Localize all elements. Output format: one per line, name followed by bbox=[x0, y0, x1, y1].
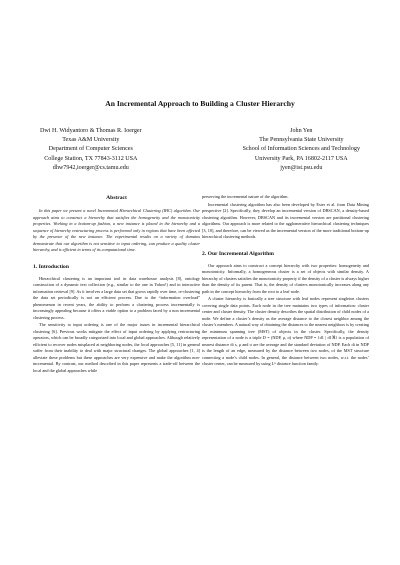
intro-paragraph-2: The sensitivity to input ordering is one of the major issues in incremental hierarchical clustering [6]. Previous works mitigate the effect of input ordering by applying restructuring operators, which can be broadly categorized into local and global approaches. Although relatively efficient to recover nodes misplaced at neighboring nodes, the local approaches [5, 11] in general suffer from their inability to deal with major structural changes. The global approaches [1, 4] alleviate these problems but these approaches are very expensive and make the algorithm non-incremental. By contrast, our method described in this paper represents a trade-off between the local and the global approaches while bbox=[33, 322, 200, 373]
intro-paragraph-1: Hierarchical clustering is an important tool in data warehouse analysis [8], ontology construction of a dynamic text collection (e.g., similar to the one in Yahoo!) and in interactive information retrieval [9]. As it involves a large data set that grows rapidly over time, re-clustering the data set periodically is not an efficient process. Due to the “information overload” phenomenon in recent years, the ability to perform a clustering process incrementally is increasingly appealing because it offers a viable option to a problem faced by a non incremental clustering process. bbox=[33, 275, 200, 320]
section-heading-algorithm: 2. Our Incremental Algorithm bbox=[202, 250, 274, 257]
left-column bbox=[33, 194, 200, 374]
related-paragraph-0: preserving the incremental nature of the algorithm. bbox=[202, 194, 289, 199]
author-block bbox=[40, 127, 360, 173]
abstract-text: In this paper we present a novel Incremental Hierarchical Clustering (IHC) algorithm. Our approach aims to construct a hierarchy that satisfies the homogeneity and the monotonicity properties. Working in a bottom-up fashion, a new instance is placed in the hierarchy and a sequence of hierarchy restructuring process is performed only in regions that have been affected by the presence of the new instance. The experimental results on a variety of domains demonstrate that our algorithm is not sensitive to input ordering, can produce a quality cluster hierarchy, and is efficient in terms of its computational time. bbox=[33, 208, 200, 252]
abstract-heading: Abstract bbox=[106, 195, 127, 201]
algorithm-paragraph-1: Our approach aims to construct a concept hierarchy with two properties: homogeneity and monotonicity. Informally, a homogeneous cluster is a set of objects with similar density. A hierarchy of clusters satisfies the monotonicity property if the density of a cluster is always higher than the density of its parent. That is, the density of clusters monotonically increases along any path in the concept hierarchy from the root to a leaf node. bbox=[202, 262, 369, 294]
author-dept: School of Information Sciences and Technology bbox=[242, 146, 360, 153]
algorithm-paragraph-2: A cluster hierarchy is basically a tree structure with leaf nodes represent singleton clusters covering single data points. Each node in the tree maintains two types of information: cluster center and cluster density. The cluster density describes the spatial distribution of child nodes of a node. We define a cluster’s density as the average distance to the closest neighbor among the cluster’s members. A natural way of obtaining the distances to the nearest neighbors is by creating the minimum spanning tree (MST) of objects in the cluster. Specifically, the density representation of a node is a triple D = (NDP, μ, σ) where NDP = {d1 | d1ℜ} is a population of nearest distance di s, μ and σ are the average and the standard deviation of NDP. Each di in NDP is the length of an edge, measured by the distance between two nodes, of the MST structure connecting a node’s child nodes. In general, the distance between two nodes, w.r.t. the nodes’ cluster center, can be measured by using Lⁿ distance function family. bbox=[202, 296, 369, 366]
paper-title: An Incremental Approach to Building a Cluster Hierarchy bbox=[105, 99, 295, 108]
section-heading-introduction: 1. Introduction bbox=[33, 263, 69, 270]
author-affiliation-2 bbox=[243, 127, 360, 173]
author-name: Dwi H. Widyantoro & Thomas R. Ioerger bbox=[40, 128, 142, 134]
right-column bbox=[202, 194, 369, 368]
related-paragraph-1: Incremental clustering algorithm has also been developed by Ester et al. from Data Mining perspective [2]. Specifically, they develop an incremental version of DBSCAN, a density-based clustering algorithm. However, DBSCAN and its incremental version are partitional clustering algorithms. Our approach is more related to the agglomerative hierarchical clustering techniques [3, 10], and therefore, can be viewed as the incremental version of the more traditional bottom-up hierarchical clustering methods. bbox=[202, 201, 369, 239]
author-address: University Park, PA 16802-2117 USA bbox=[254, 155, 348, 162]
author-org: The Pennsylvania State University bbox=[259, 137, 344, 144]
author-name: John Yen bbox=[290, 128, 313, 134]
author-org: Texas A&M University bbox=[62, 137, 120, 144]
author-affiliation-1 bbox=[40, 127, 142, 173]
author-email: dhw7942,ioerger@cs.tamu.edu bbox=[52, 164, 129, 171]
author-dept: Department of Computer Sciences bbox=[48, 146, 133, 153]
author-address: College Station, TX 77843-3112 USA bbox=[44, 155, 138, 162]
author-email: jyen@ist.psu.edu bbox=[280, 164, 323, 171]
